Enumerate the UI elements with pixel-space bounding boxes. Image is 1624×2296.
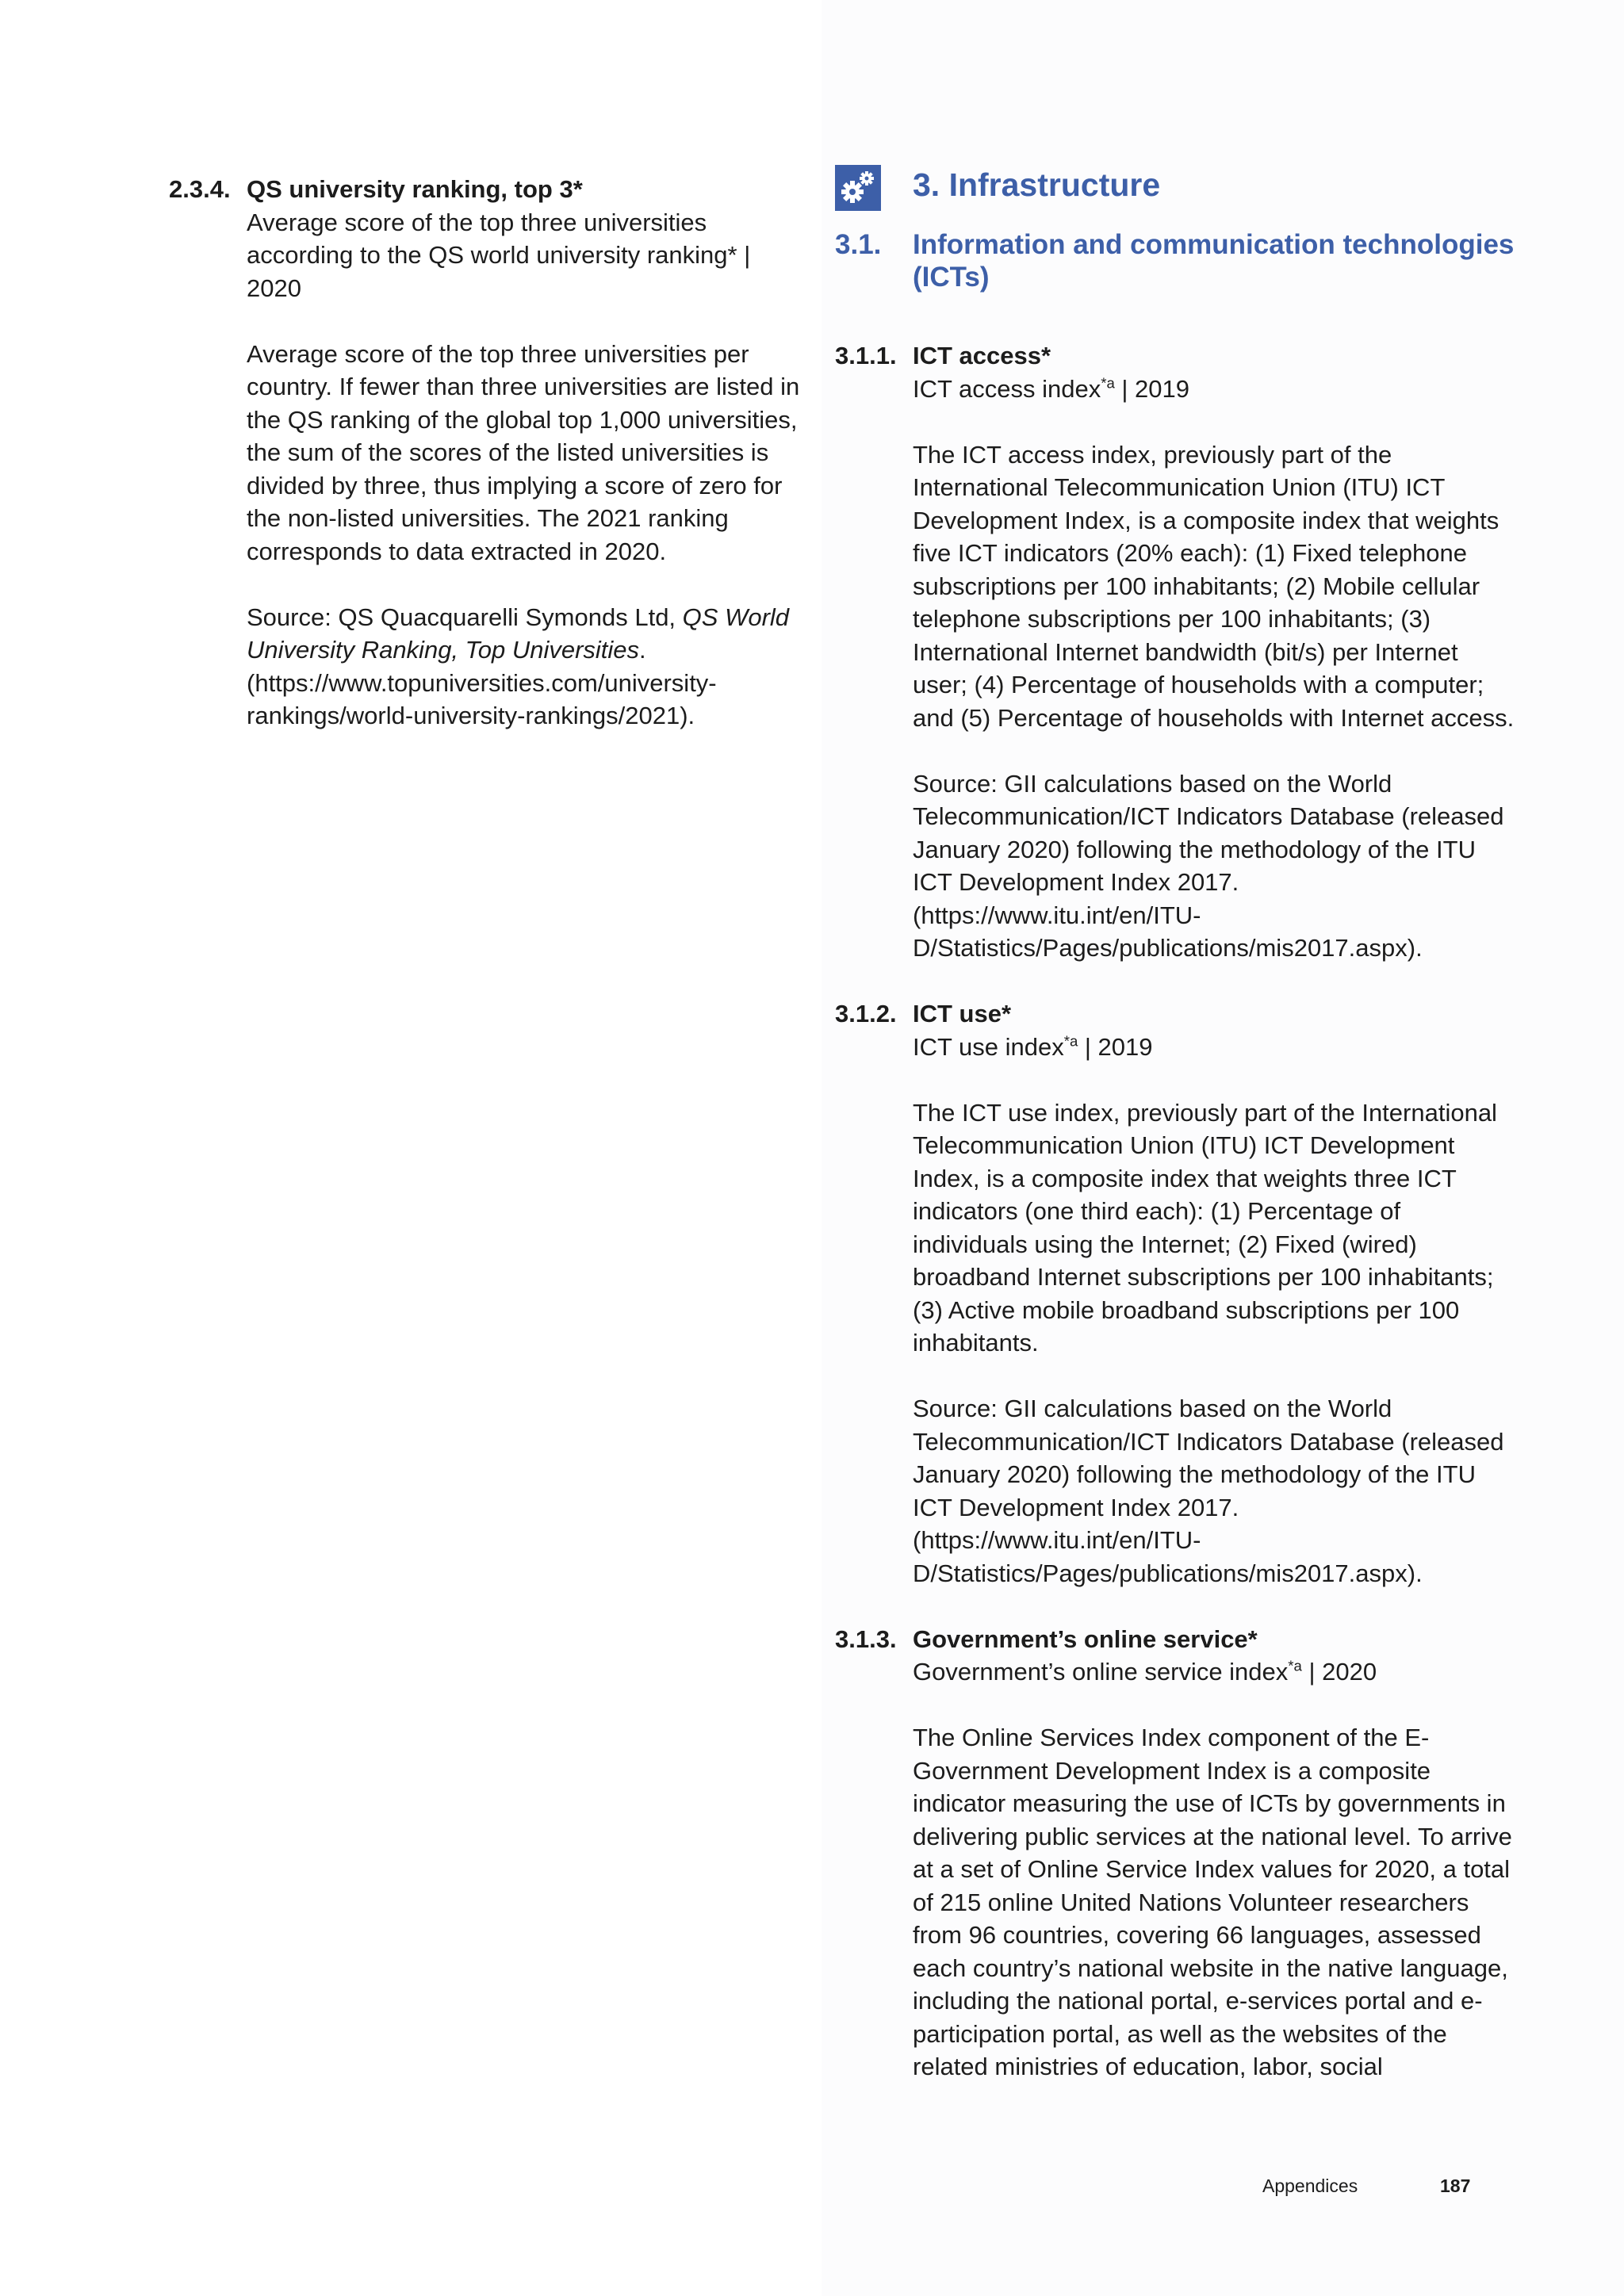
- footer-section-label: Appendices: [1262, 2175, 1358, 2196]
- source-italic-title: QS World University Ranking, Top Universities: [247, 603, 790, 664]
- entry-source: [247, 601, 811, 733]
- entry-government-online-service: [835, 1623, 1517, 2084]
- entry-description: The Online Services Index component of the E-Government Development Index is a composite indicator measuring the use of ICTs by governments in delivering public services at the national level. To arrive at a set of Online Service Index values for 2020, a total of 215 online United Nations Volunteer researchers from 96 countries, covering 66 languages, assessed each country’s national website in the native language, including the national portal, e-services portal and e-participation portal, as well as the websites of the related ministries of education, labor, social: [913, 1724, 1512, 2080]
- entry-description: Average score of the top three universities per country. If fewer than three universities are listed in the QS ranking of the global top 1,000 universities, the sum of the scores of the listed universities is divided by three, thus implying a score of zero for the non-listed universities. The 2021 ranking corresponds to data extracted in 2020.: [247, 339, 800, 565]
- entry-qs-ranking: [169, 173, 811, 733]
- entry-subtitle: [913, 1031, 1517, 1064]
- source-prefix: Source: QS Quacquarelli Symonds Ltd,: [247, 603, 683, 631]
- entry-title: Government’s online service*: [913, 1624, 1258, 1653]
- entry-title: ICT access*: [913, 342, 1051, 369]
- section-title: 3. Infrastructure: [913, 166, 1161, 203]
- entry-number: 3.1.2.: [835, 1000, 897, 1027]
- subtitle-text: ICT access index: [913, 374, 1101, 403]
- subtitle-year: | 2020: [1301, 1658, 1377, 1686]
- entry-number: 3.1.3.: [835, 1624, 897, 1653]
- section-header: [835, 163, 1517, 212]
- entry-subtitle: [913, 373, 1517, 406]
- entry-source: Source: GII calculations based on the World Telecommunication/ICT Indicators Database (released January 2020) following the methodology of the ITU ICT Development Index 2017. (https://www.itu.int/en/ITU-D/Statistics/Pages/publications/mis2017.aspx).: [913, 1395, 1504, 1587]
- entry-title: ICT use*: [913, 1000, 1012, 1027]
- subtitle-year: | 2019: [1114, 374, 1190, 403]
- subtitle-text: ICT use index: [913, 1032, 1064, 1061]
- left-column: [169, 173, 811, 765]
- subtitle-superscript: *a: [1101, 374, 1115, 392]
- entry-subtitle: [913, 1655, 1517, 1689]
- entry-source: Source: GII calculations based on the World Telecommunication/ICT Indicators Database (released January 2020) following the methodology of the ITU ICT Development Index 2017. (https://www.itu.int/en/ITU-D/Statistics/Pages/publications/mis2017.aspx).: [913, 769, 1504, 962]
- entry-number: 3.1.1.: [835, 342, 897, 369]
- subtitle-year: | 2019: [1078, 1032, 1153, 1061]
- right-column: [835, 163, 1517, 2084]
- entry-title: QS university ranking, top 3*: [247, 175, 583, 203]
- subsection-title: Information and communication technologies (ICTs): [913, 229, 1515, 293]
- subsection-header: [835, 228, 1517, 293]
- entry-ict-use: [835, 997, 1517, 1590]
- entry-number: 2.3.4.: [169, 175, 231, 203]
- entry-description: The ICT use index, previously part of the International Telecommunication Union (ITU) ICT Development Index, is a composite index that weights three ICT indicators (one third each): (1) Percentage of individuals using the Internet; (2) Fixed (wired) broadband Internet subscriptions per 100 inhabitants; (3) Active mobile broadband subscriptions per 100 inhabitants.: [913, 1098, 1497, 1357]
- entry-subtitle: Average score of the top three universities according to the QS world university ranking* | 2020: [247, 208, 751, 302]
- entry-description: The ICT access index, previously part of the International Telecommunication Union (ITU) ICT Development Index, is a composite index that weights five ICT indicators (20% each): (1) Fixed telephone subscriptions per 100 inhabitants; (2) Mobile cellular telephone subscriptions per 100 inhabitants; (3) International Internet bandwidth (bit/s) per Internet user; (4) Percentage of households with a computer; and (5) Percentage of households with Internet access.: [913, 440, 1515, 732]
- page-number: 187: [1440, 2175, 1471, 2196]
- subtitle-text: Government’s online service index: [913, 1658, 1289, 1686]
- subtitle-superscript: *a: [1063, 1032, 1078, 1050]
- subtitle-superscript: *a: [1288, 1657, 1302, 1674]
- gears-icon: [835, 165, 881, 211]
- entry-ict-access: [835, 339, 1517, 965]
- source-suffix: . (https://www.topuniversities.com/university-rankings/world-university-rankings/2021).: [247, 636, 717, 729]
- subsection-number: 3.1.: [835, 229, 882, 260]
